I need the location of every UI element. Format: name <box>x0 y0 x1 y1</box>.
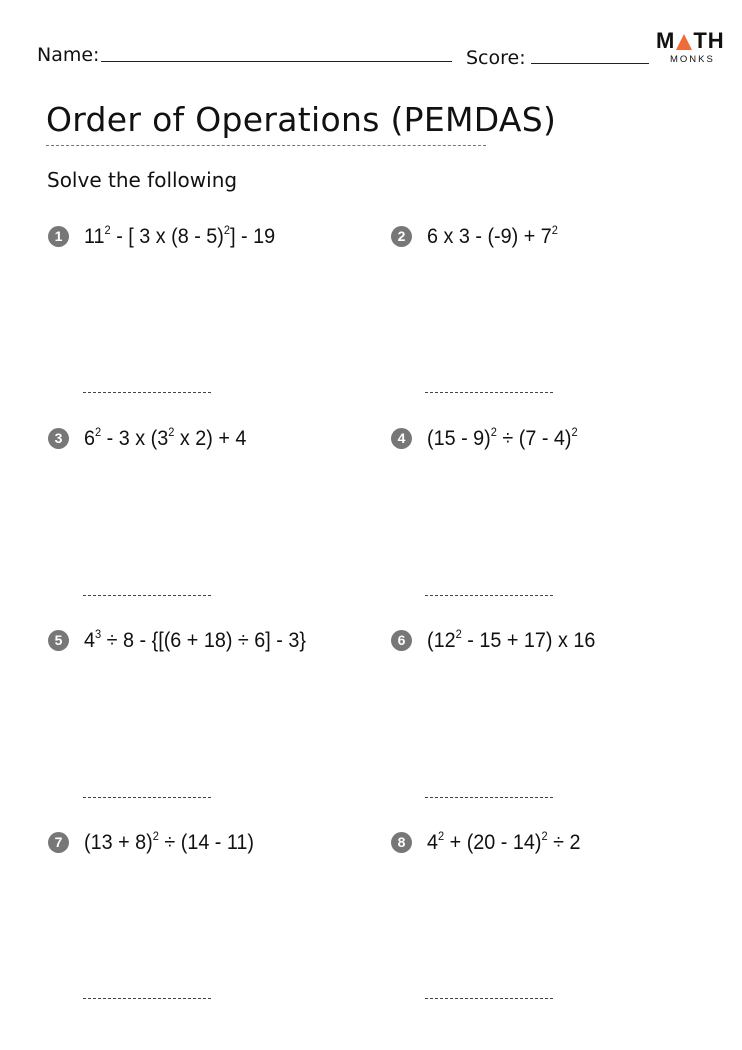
problem-2 <box>391 221 569 251</box>
logo-letters-th: TH <box>693 28 725 53</box>
problem-number-badge: 6 <box>391 630 412 651</box>
problem-expression: (15 - 9)$^2$ ÷ (7 - 4)$^2$ <box>427 424 578 450</box>
problem-3 <box>48 423 261 453</box>
score-field-line[interactable] <box>531 63 649 64</box>
problem-4 <box>391 423 591 453</box>
logo-letter-m: M <box>656 28 676 53</box>
title-divider <box>46 145 486 146</box>
problem-number-badge: 2 <box>391 226 412 247</box>
problem-expression: 6 x $3 - (-9) + 7^2$ <box>427 222 558 248</box>
logo-subtitle: MONKS <box>670 54 715 65</box>
score-label: Score: <box>466 47 526 69</box>
answer-line-1[interactable] <box>83 392 211 393</box>
problem-expression: $6^2 - 3$ x ($3^2$ x 2) + 4 <box>84 424 247 450</box>
problem-7 <box>48 827 269 857</box>
answer-line-8[interactable] <box>425 998 553 999</box>
problem-expression: $(13 + 8)^2 \div (14 - 11)$ <box>84 828 255 854</box>
problem-1 <box>48 221 292 251</box>
problem-number-badge: 3 <box>48 428 69 449</box>
name-field-line[interactable] <box>101 61 452 62</box>
problem-5 <box>48 625 325 655</box>
answer-line-4[interactable] <box>425 595 553 596</box>
problem-number-badge: 4 <box>391 428 412 449</box>
problem-expression: $4^3 \div 8 - \{[(6 + 18) \div 6] - 3\}$ <box>84 626 306 652</box>
problem-expression: $(12^2 - 15 + 17)$ x 16 <box>427 626 596 652</box>
problem-8 <box>391 827 594 857</box>
instructions-text: Solve the following <box>47 168 238 192</box>
answer-line-2[interactable] <box>425 392 553 393</box>
problem-expression: $11^2$ - [ 3 x (8 - 5)$^2$] - 19 <box>84 222 276 248</box>
answer-line-6[interactable] <box>425 797 553 798</box>
problem-expression: $4^2 + (20 - 14)^2 \div 2$ <box>427 828 581 854</box>
page-title: Order of Operations (PEMDAS) <box>46 100 557 139</box>
problem-number-badge: 8 <box>391 832 412 853</box>
answer-line-3[interactable] <box>83 595 211 596</box>
answer-line-7[interactable] <box>83 998 211 999</box>
problem-number-badge: 1 <box>48 226 69 247</box>
problem-6 <box>391 625 610 655</box>
answer-line-5[interactable] <box>83 797 211 798</box>
problem-number-badge: 7 <box>48 832 69 853</box>
math-monks-logo <box>656 30 726 65</box>
problem-number-badge: 5 <box>48 630 69 651</box>
logo-triangle-icon <box>676 34 692 50</box>
name-label: Name: <box>37 44 100 66</box>
